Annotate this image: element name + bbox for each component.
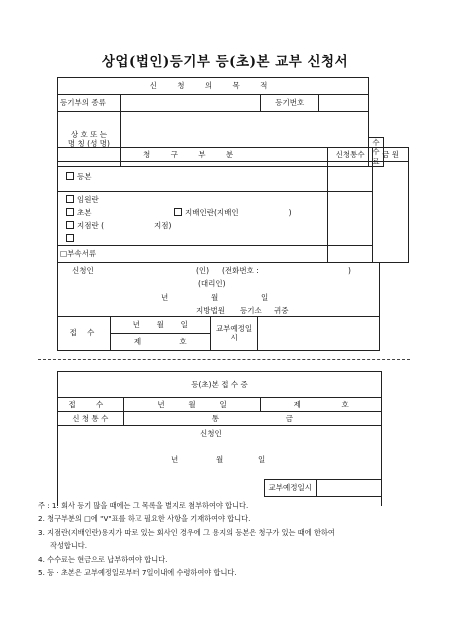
count-cell-3[interactable] — [328, 246, 373, 263]
court-label: 지방법원 — [196, 306, 225, 315]
count-cell[interactable] — [328, 162, 373, 192]
stub-receipt-date: 년 월 일 — [123, 398, 261, 412]
receipt-no: 제 호 — [110, 333, 210, 350]
purpose-header: 신 청 의 목 적 — [58, 78, 369, 95]
note-4: 4. 수수료는 현금으로 납부하여야 합니다. — [38, 554, 168, 564]
applicant-block — [58, 263, 380, 316]
note-3-cont: 작성합니다. — [50, 541, 88, 551]
count-cell-2[interactable] — [328, 192, 373, 246]
stub-count-label: 신 청 통 수 — [58, 412, 124, 426]
notes — [38, 499, 418, 579]
stub-date-day: 일 — [258, 455, 266, 464]
stub-count-amount: 통 금 — [123, 412, 381, 426]
registry-no-field[interactable] — [319, 95, 369, 112]
stub-receipt-label: 접 수 — [58, 398, 124, 412]
count-header: 신청통수 — [328, 148, 373, 162]
stub-date-year: 년 — [171, 455, 179, 464]
note-3: 3. 지점란(지배인란)용지가 따로 있는 회사인 경우에 그 용지의 등본은 청구가 있는 때에 한하여 — [38, 527, 335, 537]
stub-due-table — [264, 479, 382, 497]
receipt-label: 접 수 — [58, 316, 111, 350]
note-2: 2. 청구부분의 □에 "V"표를 하고 필요한 사항을 기재하여야 합니다. — [38, 514, 251, 524]
to-label: 귀중 — [274, 306, 289, 315]
request-header: 청 구 부 분 — [58, 148, 328, 162]
due-label: 교부예정일시 — [210, 316, 258, 350]
amount-cell[interactable] — [373, 162, 409, 263]
agent-label: (대리인) — [198, 279, 226, 288]
copy-checkbox[interactable] — [66, 172, 74, 180]
other-checkbox[interactable] — [66, 234, 74, 242]
name-label: 상 호 또 는 명 칭 (성 명) — [58, 112, 121, 167]
amount-header: 금 원 — [373, 148, 409, 162]
registry-no-label: 등기번호 — [261, 95, 319, 112]
excerpt-checkbox[interactable] — [66, 208, 74, 216]
office-label: 등기소 — [240, 306, 262, 315]
receipt-date: 년 월 일 — [110, 316, 210, 333]
applicant-label: 신청인 — [72, 266, 94, 275]
seal-label: (인) — [196, 266, 210, 275]
note-1: 주 : 1. 회사 등기 많을 때에는 그 목록을 별지로 첨부하여야 합니다. — [38, 501, 249, 510]
stub-applicant-label: 신청인 — [200, 429, 222, 438]
stub-title: 등(초)본 접 수 증 — [58, 372, 382, 398]
stub-due-field[interactable] — [316, 480, 381, 497]
request-table — [57, 147, 409, 263]
copy-option[interactable]: 등본 — [58, 162, 328, 192]
app-date-day: 일 — [261, 293, 269, 302]
cut-line — [38, 359, 410, 360]
registry-type-field[interactable] — [120, 95, 260, 112]
registry-type-label: 등기부의 종류 — [58, 95, 121, 112]
app-date-month: 월 — [211, 293, 219, 302]
stub-date-month: 월 — [216, 455, 224, 464]
officer-checkbox[interactable] — [66, 195, 74, 203]
app-date-year: 년 — [161, 293, 169, 302]
stub-receipt-no: 제 호 — [261, 398, 382, 412]
form-title: 상업(법인)등기부 등(초)본 교부 신청서 — [101, 54, 349, 70]
stub-due-label: 교부예정일시 — [265, 480, 317, 497]
attached-docs[interactable]: □부속서류 — [58, 246, 328, 263]
due-field[interactable] — [258, 316, 380, 350]
note-5: 5. 등 · 초본은 교부예정일로부터 7일이내에 수령하여야 합니다. — [38, 568, 237, 578]
branch-checkbox[interactable] — [66, 221, 74, 229]
excerpt-options: 임원란 초본 지배인란(지배인 ) 지점란 ( 지점) — [58, 192, 328, 246]
branch-manager-checkbox[interactable] — [174, 208, 182, 216]
phone-label: (전화번호 : — [222, 266, 259, 275]
phone-close: ) — [348, 266, 351, 275]
fee-label: 수수료 — [368, 138, 383, 167]
applicant-table — [57, 263, 380, 351]
